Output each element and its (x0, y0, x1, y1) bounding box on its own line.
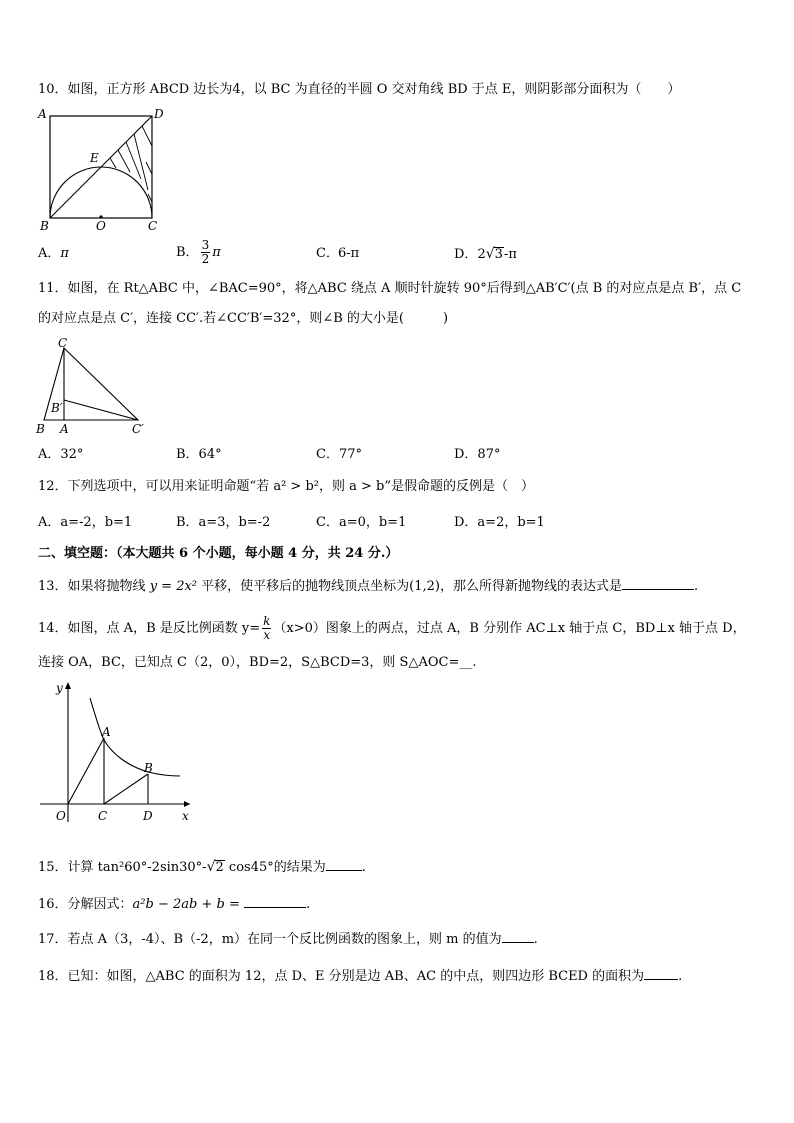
q11-option-a: A．32° (38, 447, 84, 462)
q10-label-A: A (38, 107, 47, 121)
q14-stem-line2: 连接 OA，BC，已知点 C（2，0），BD=2，S△BCD=3，则 S△AOC=__. (38, 655, 477, 670)
q11-option-c: C．77° (316, 447, 362, 462)
q13-answer-blank (622, 577, 694, 590)
q10-option-d: D．2√3-π (454, 246, 517, 262)
q14-label-O: O (56, 809, 66, 823)
q14-label-D: D (143, 809, 153, 823)
q11-label-Bp: B′ (51, 401, 63, 415)
q11-figure (34, 338, 150, 438)
q16-stem: 16．分解因式：a²b − 2ab + b = . (38, 897, 311, 912)
q10-figure (36, 106, 168, 236)
q12-stem: 12．下列选项中，可以用来证明命题“若 a² > b²，则 a > b”是假命题的反例是（ ） (38, 479, 534, 494)
q14-label-y: y (56, 681, 63, 695)
q10-option-c-value: 6-π (338, 246, 360, 261)
q12-option-b: B．a=3，b=-2 (176, 515, 271, 530)
q10-stem: 10．如图，正方形 ABCD 边长为4，以 BC 为直径的半圆 O 交对角线 BD 于点 E，则阴影部分面积为（ ） (38, 82, 681, 97)
q14-label-C: C (98, 809, 108, 823)
q16-formula: a²b − 2ab + b = (132, 897, 244, 912)
q11-label-Cp: C′ (132, 422, 144, 436)
q10-label-D: D (154, 107, 164, 121)
q11-label-A: A (60, 422, 69, 436)
q16-answer-blank (244, 895, 306, 908)
q10-label-O: O (96, 219, 106, 233)
q11-label-B: B (36, 422, 45, 436)
q14-figure (36, 678, 196, 826)
q10-label-C: C (148, 219, 158, 233)
q14-stem-line1: 14．如图，点 A，B 是反比例函数 y= $\frac{k}{x}$ （x>0）图象上的两点，过点 A，B 分别作 AC⊥x 轴于点 C，BD⊥x 轴于点 D， (38, 614, 746, 642)
q10-option-a: A．π (38, 246, 69, 261)
q11-stem-line2: 的对应点是点 C′，连接 CC′.若∠CC′B′=32°，则∠B 的大小是( ) (38, 311, 449, 326)
q12-option-d: D．a=2，b=1 (454, 515, 545, 530)
q12-option-c: C．a=0，b=1 (316, 515, 407, 530)
section-fill-in-title: 二、填空题：（本大题共 6 个小题，每小题 4 分，共 24 分.） (38, 546, 399, 561)
q10-option-b: B． $\frac{3}{2}$ π (176, 238, 221, 266)
q13-formula: y = 2x² (149, 579, 198, 594)
q12-option-a: A．a=-2，b=1 (38, 515, 133, 530)
q10-label-B: B (40, 219, 49, 233)
q14-label-B: B (144, 761, 153, 775)
q15-answer-blank (326, 858, 362, 871)
q11-stem-line1: 11．如图，在 Rt△ABC 中，∠BAC=90°，将△ABC 绕点 A 顺时针旋转 90°后得到△AB′C′(点 B 的对应点是点 B′，点 C (38, 281, 742, 296)
q10-option-c: C． (316, 246, 339, 261)
q15-stem: 15．计算 tan²60°-2sin30°-√2 cos45°的结果为 . (38, 859, 366, 875)
q14-label-A: A (102, 725, 111, 739)
q17-answer-blank (502, 930, 534, 943)
q14-label-x: x (182, 809, 189, 823)
q18-answer-blank (644, 967, 678, 980)
q11-label-C: C (58, 338, 68, 350)
q13-point: (1,2) (409, 579, 440, 594)
q17-stem: 17．若点 A（3，-4）、B（-2，m）在同一个反比例函数的图象上，则 m 的值为 . (38, 932, 538, 947)
q11-option-d: D．87° (454, 447, 501, 462)
q11-option-b: B．64° (176, 447, 222, 462)
q13-stem: 13．如果将抛物线 y = 2x² 平移，使平移后的抛物线顶点坐标为(1,2)，那么所得新抛物线的表达式是 . (38, 579, 699, 594)
q10-label-E: E (90, 151, 99, 165)
q18-stem: 18．已知：如图，△ABC 的面积为 12，点 D、E 分别是边 AB、AC 的中点，则四边形 BCED 的面积为 . (38, 969, 683, 984)
